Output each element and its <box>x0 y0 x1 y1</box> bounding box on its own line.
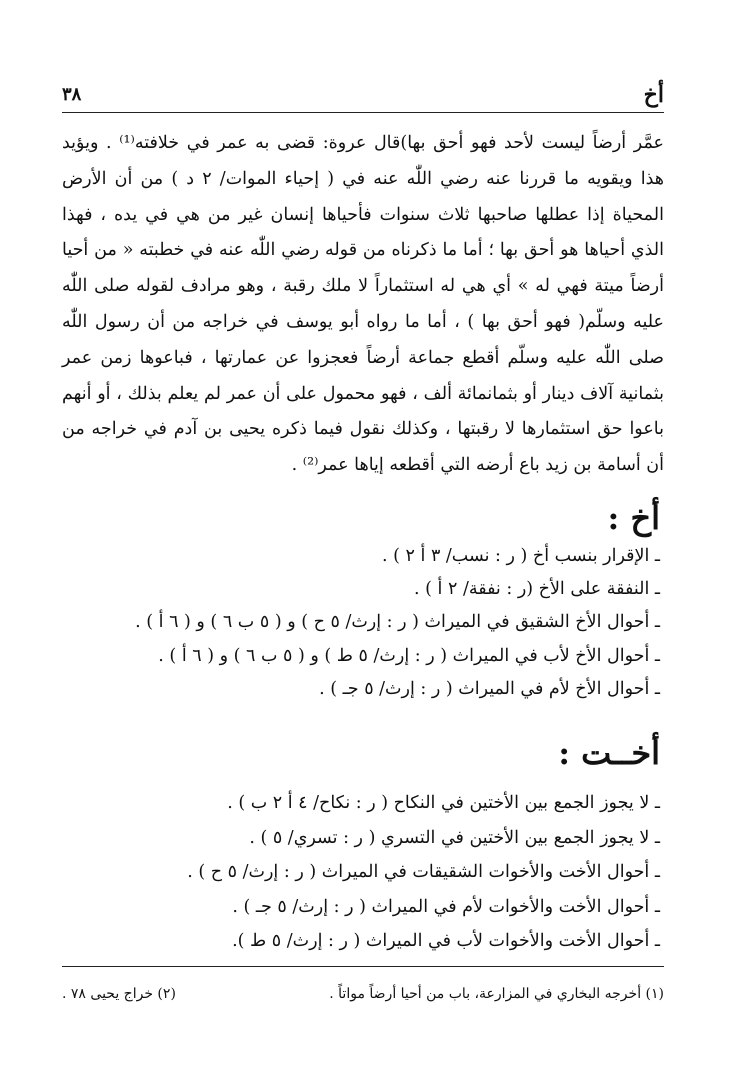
list-item: ـ لا يجوز الجمع بين الأختين في التسري ( ر : تسري/ ٥ ) . <box>249 827 660 848</box>
section-title-ukht: أخــت : <box>558 734 660 772</box>
header-word: أخ <box>643 82 664 108</box>
footnote-divider <box>62 966 664 967</box>
list-item: ـ لا يجوز الجمع بين الأختين في النكاح ( ر : نكاح/ ٤ أ ٢ ب ) . <box>227 793 660 813</box>
header-divider <box>62 112 664 113</box>
list-item: ـ أحوال الأخ لأب في الميراث ( ر : إرث/ ٥ ط ) و ( ٥ ب ٦ ) و ( ٦ أ ) . <box>158 645 660 666</box>
running-header <box>62 82 664 108</box>
list-item: ـ النفقة على الأخ (ر : نفقة/ ٢ أ ) . <box>414 579 660 600</box>
list-item: ـ أحوال الأخت والأخوات الشقيقات في الميراث ( ر : إرث/ ٥ ح ) . <box>187 862 660 882</box>
page-number: ٣٨ <box>62 84 82 105</box>
list-item: ـ أحوال الأخت والأخوات لأب في الميراث ( ر : إرث/ ٥ ط ). <box>232 931 660 951</box>
list-item: ـ الإقرار بنسب أخ ( ر : نسب/ ٣ أ ٢ ) . <box>382 546 660 566</box>
body-paragraph-block <box>62 126 664 484</box>
list-item: ـ أحوال الأخت والأخوات لأم في الميراث ( ر : إرث/ ٥ جـ ) . <box>232 896 660 917</box>
section-list-akh <box>70 540 660 706</box>
section-title-akh: أخ : <box>607 499 660 537</box>
section-list-ukht <box>70 786 660 959</box>
footnotes <box>62 986 664 1010</box>
footnote-1: (١) أخرجه البخاري في المزارعة، باب من أحيا أرضاً مواتاً . <box>329 986 664 1002</box>
list-item: ـ أحوال الأخ لأم في الميراث ( ر : إرث/ ٥ جـ ) . <box>319 678 660 699</box>
body-paragraph: عمَّر أرضاً ليست لأحد فهو أحق بها)قال عروة: قضى به عمر في خلافته⁽¹⁾ . ويؤيد هذا ويقويه ما قررنا عنه رضي اللّٰه عنه في ( إحياء الموات/ ٢ د ) من أن الأرض المحياة إذا عطلها صاحبها ثلاث سنوات فأحياها إنسان غير من هي في يده ، فهذا الذي أحياها هو أحق بها ؛ أما ما ذكرناه من قوله رضي اللّٰه عنه في خطبته « من أحيا أرضاً ميتة فهي له » أي هي له استثماراً لا ملك رقبة ، وهو مرادف لقوله صلى اللّٰه عليه وسلّم( فهو أحق بها ) ، أما ما رواه أبو يوسف في خراجه من أن رسول اللّٰه صلى اللّٰه عليه وسلّم أقطع جماعة أرضاً فعجزوا عن عمارتها ، فباعوها زمن عمر بثمانية آلاف دينار أو بثمانمائة ألف ، فهو محمول على أن عمر لم يعلم بذلك ، أو أنهم باعوا حق استثمارها لا رقبتها ، وكذلك نقول فيما ذكره يحيى بن آدم في خراجه من أن أسامة بن زيد باع أرضه التي أقطعه إياها عمر⁽²⁾ . <box>62 133 665 476</box>
list-item: ـ أحوال الأخ الشقيق في الميراث ( ر : إرث/ ٥ ح ) و ( ٥ ب ٦ ) و ( ٦ أ ) . <box>135 612 660 633</box>
footnote-2: (٢) خراج يحيى ٧٨ . <box>62 986 176 1002</box>
